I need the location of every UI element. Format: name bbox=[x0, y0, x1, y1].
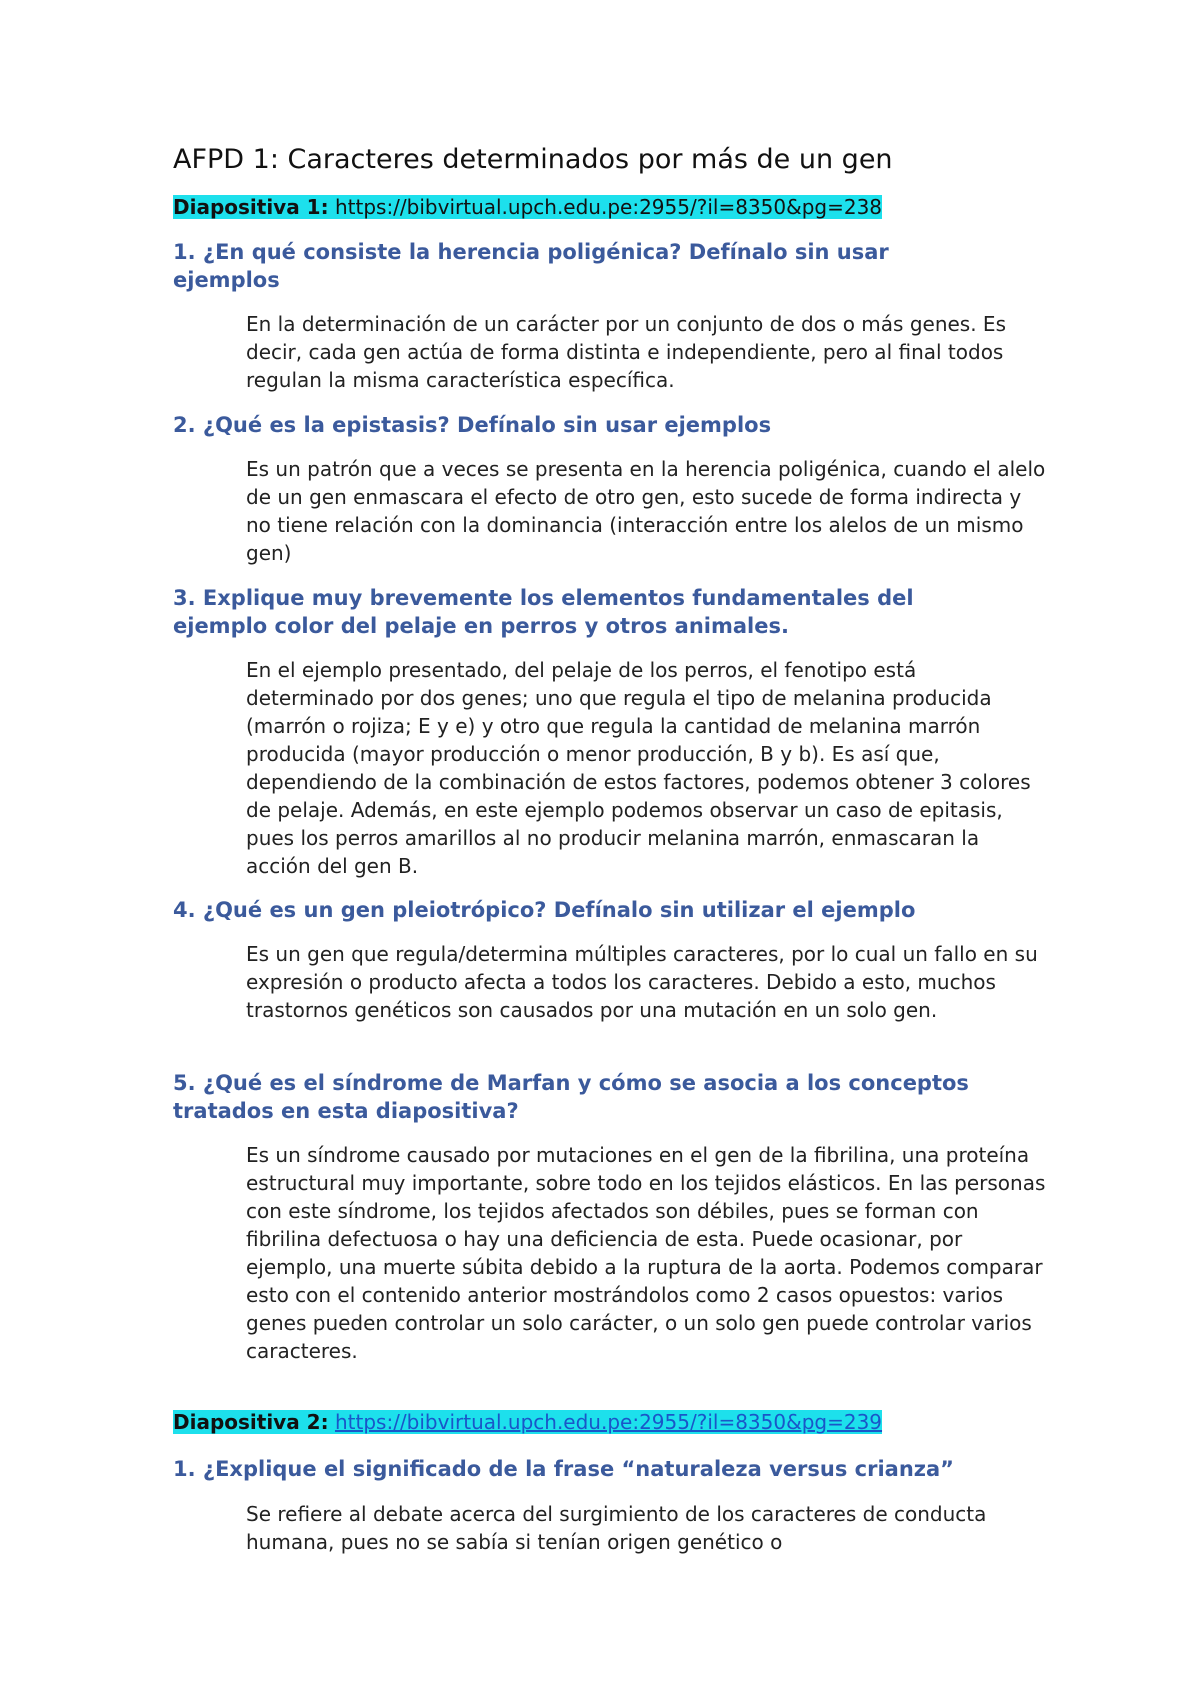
slide-1-answer-5: Es un síndrome causado por mutaciones en el gen de la fibrilina, una proteína estructural muy importante, sobre todo en los tejidos elásticos. En las personas con este síndrome, los tejidos afectados son débiles, pues se forman con fibrilina defectuosa o hay una deficiencia de esta. Puede ocasionar, por ejemplo, una muerte súbita debido a la ruptura de la aorta. Podemos comparar esto con el contenido anterior mostrándolos como 2 casos opuestos: varios genes pueden controlar un solo carácter, o un solo gen puede controlar varios caracteres. bbox=[246, 1143, 1046, 1363]
slide-2-url[interactable]: https://bibvirtual.upch.edu.pe:2955/?il=8350&pg=239 bbox=[334, 1410, 883, 1434]
slide-1-answer-2: Es un patrón que a veces se presenta en la herencia poligénica, cuando el alelo de un gen enmascara el efecto de otro gen, esto sucede de forma indirecta y no tiene relación con la dominancia (interacción entre los alelos de un mismo gen) bbox=[246, 457, 1046, 565]
slide-2-label: Diapositiva 2: bbox=[173, 1410, 329, 1434]
slide-1-question-5: 5. ¿Qué es el síndrome de Marfan y cómo se asocia a los conceptos tratados en esta diapositiva? bbox=[173, 1071, 969, 1123]
slide-1-url[interactable]: https://bibvirtual.upch.edu.pe:2955/?il=8350&pg=238 bbox=[334, 195, 883, 219]
slide-1-question-3: 3. Explique muy brevemente los elementos fundamentales del ejemplo color del pelaje en perros y otros animales. bbox=[173, 586, 914, 638]
document-title: AFPD 1: Caracteres determinados por más de un gen bbox=[173, 144, 893, 175]
slide-1-answer-4: Es un gen que regula/determina múltiples caracteres, por lo cual un fallo en su expresión o producto afecta a todos los caracteres. Debido a esto, muchos trastornos genéticos son causados por una mutación en un solo gen. bbox=[246, 942, 1038, 1022]
slide-1-question-1: 1. ¿En qué consiste la herencia poligénica? Defínalo sin usar ejemplos bbox=[173, 240, 889, 292]
slide-2-answer-1: Se refiere al debate acerca del surgimiento de los caracteres de conducta humana, pues no se sabía si tenían origen genético o bbox=[246, 1502, 987, 1554]
slide-1-question-2: 2. ¿Qué es la epistasis? Defínalo sin usar ejemplos bbox=[173, 413, 772, 437]
slide-1-header bbox=[173, 193, 882, 221]
slide-1-answer-3: En el ejemplo presentado, del pelaje de los perros, el fenotipo está determinado por dos genes; uno que regula el tipo de melanina producida (marrón o rojiza; E y e) y otro que regula la cantidad de melanina marrón producida (mayor producción o menor producción, B y b). Es así que, dependiendo de la combinación de estos factores, podemos obtener 3 colores de pelaje. Además, en este ejemplo podemos observar un caso de epitasis, pues los perros amarillos al no producir melanina marrón, enmascaran la acción del gen B. bbox=[246, 658, 1031, 878]
slide-1-answer-1: En la determinación de un carácter por un conjunto de dos o más genes. Es decir, cada gen actúa de forma distinta e independiente, pero al final todos regulan la misma característica específica. bbox=[246, 312, 1006, 392]
slide-2-question-1: 1. ¿Explique el significado de la frase “naturaleza versus crianza” bbox=[173, 1457, 954, 1481]
slide-2-header bbox=[173, 1408, 882, 1436]
slide-1-label: Diapositiva 1: bbox=[173, 195, 329, 219]
slide-1-question-4: 4. ¿Qué es un gen pleiotrópico? Defínalo sin utilizar el ejemplo bbox=[173, 898, 916, 922]
